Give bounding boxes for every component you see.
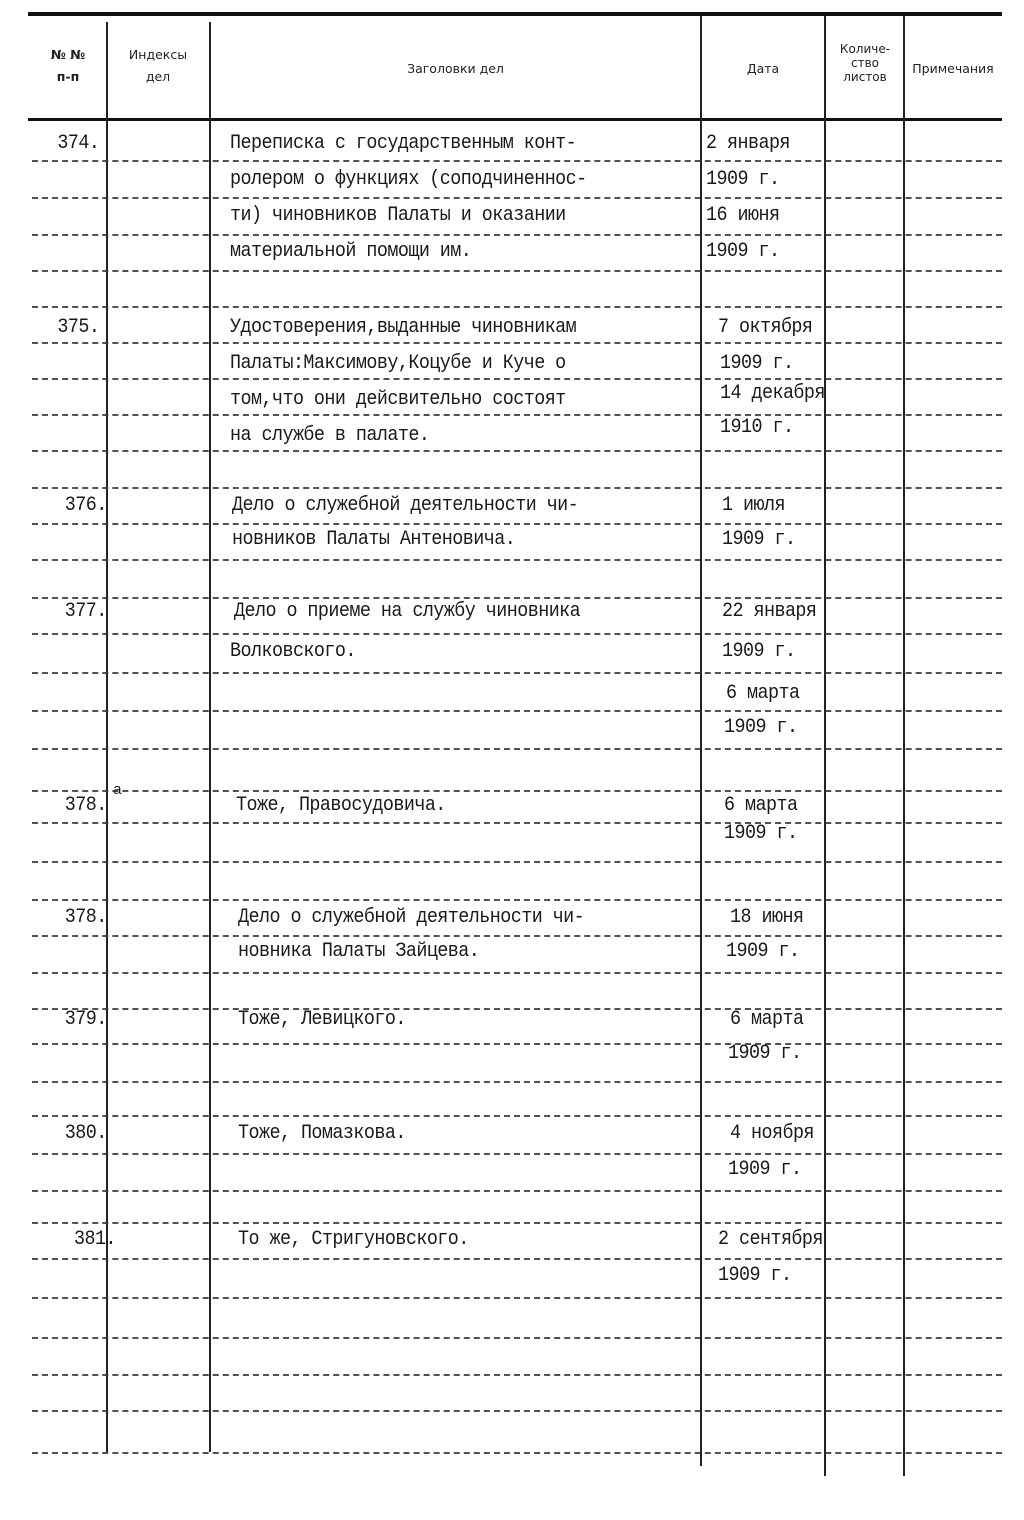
entry-date-line: 1909 г. <box>722 528 796 551</box>
rule <box>32 790 1002 792</box>
header-index <box>108 44 208 88</box>
col-divider-2 <box>209 22 211 1452</box>
entry-number: 376. <box>64 494 107 517</box>
entry-title-line: Дело о служебной деятельности чи- <box>232 494 579 517</box>
rule <box>32 972 1002 974</box>
entry-number: 380. <box>64 1122 107 1145</box>
entry-date-line: 14 декабря <box>720 382 825 405</box>
entry-title-line: Дело о приеме на службу чиновника <box>234 600 581 623</box>
rule <box>32 1258 1002 1260</box>
entry-date-line: 1909 г. <box>720 352 794 375</box>
entry-date-line: 22 января <box>722 600 817 623</box>
entry-number: 378. <box>64 906 107 929</box>
entry-date-line: 2 сентября <box>718 1228 823 1251</box>
header-sheets-line2: ство <box>850 56 879 70</box>
rule <box>32 1008 1002 1010</box>
entry-title-line: Тоже, Левицкого. <box>238 1008 406 1031</box>
entry-number: 377. <box>64 600 107 623</box>
entry-title-line: Дело о служебной деятельности чи- <box>238 906 585 929</box>
rule <box>32 1452 1002 1454</box>
header-index-line2: дел <box>145 69 171 84</box>
entry-suffix: а <box>113 782 123 799</box>
entry-date-line: 1909 г. <box>724 716 798 739</box>
rule <box>32 1115 1002 1117</box>
rule <box>32 1337 1002 1339</box>
entry-date-line: 1909 г. <box>706 240 780 263</box>
rule <box>32 861 1002 863</box>
rule <box>32 672 1002 674</box>
rule <box>32 1190 1002 1192</box>
entry-title-line: Удостоверения,выданные чиновникам <box>230 316 577 339</box>
entry-date-line: 1909 г. <box>706 168 780 191</box>
entry-title-line: Палаты:Максимову,Коцубе и Куче о <box>230 352 566 375</box>
entry-date-line: 2 января <box>706 132 790 155</box>
entry-date-line: 1909 г. <box>724 822 798 845</box>
header-top-rule <box>28 12 1002 16</box>
entry-title-line: материальной помощи им. <box>230 240 472 263</box>
entry-date-line: 6 марта <box>726 682 800 705</box>
rule <box>32 1222 1002 1224</box>
rule <box>32 710 1002 712</box>
entry-number: 375. <box>57 316 100 339</box>
rule <box>32 234 1002 236</box>
header-notes: Примечания <box>912 61 994 76</box>
rule <box>32 748 1002 750</box>
entry-date-line: 1909 г. <box>726 940 800 963</box>
rule <box>32 1043 1002 1045</box>
entry-date-line: 1909 г. <box>728 1042 802 1065</box>
rule <box>32 1081 1002 1083</box>
header-sheets <box>826 42 904 84</box>
entry-title-line: на службе в палате. <box>230 424 430 447</box>
entry-title-line: Переписка с государственным конт- <box>230 132 577 155</box>
rule <box>32 1297 1002 1299</box>
entry-date-line: 18 июня <box>730 906 804 929</box>
entry-title-line: Тоже, Помазкова. <box>238 1122 406 1145</box>
rule <box>32 1153 1002 1155</box>
rule <box>32 559 1002 561</box>
entry-number: 379. <box>64 1008 107 1031</box>
header-number-line1: № № <box>50 47 86 62</box>
entry-date-line: 7 октября <box>718 316 813 339</box>
entry-date-line: 6 марта <box>724 794 798 817</box>
rule <box>32 270 1002 272</box>
entry-title-line: ти) чиновников Палаты и оказании <box>230 204 566 227</box>
entry-date-line: 1 июля <box>722 494 785 517</box>
entry-date-line: 6 марта <box>730 1008 804 1031</box>
rule <box>32 822 1002 824</box>
entry-title-line: том,что они дейсвительно состоят <box>230 388 566 411</box>
header-date: Дата <box>746 61 780 76</box>
rule <box>32 1410 1002 1412</box>
entry-number: 378. <box>64 794 107 817</box>
header-number-line2: п-п <box>56 69 80 84</box>
header-bottom-rule <box>28 118 1002 121</box>
entry-title-line: Волковского. <box>230 640 356 663</box>
header-sheets-line3: листов <box>843 70 887 84</box>
entry-date-line: 16 июня <box>706 204 780 227</box>
rule <box>32 450 1002 452</box>
entry-date-line: 1909 г. <box>718 1264 792 1287</box>
entry-number: 374. <box>57 132 100 155</box>
entry-title-line: новника Палаты Зайцева. <box>238 940 480 963</box>
rule <box>32 633 1002 635</box>
header-index-line1: Индексы <box>128 47 188 62</box>
entry-title-line: ролером о функциях (соподчиненнос- <box>230 168 587 191</box>
rule <box>32 306 1002 308</box>
entry-title-line: новников Палаты Антеновича. <box>232 528 516 551</box>
entry-title-line: Тоже, Правосудовича. <box>236 794 446 817</box>
entry-date-line: 1909 г. <box>722 640 796 663</box>
entry-date-line: 1910 г. <box>720 416 794 439</box>
rule <box>32 1374 1002 1376</box>
header-sheets-line1: Количе- <box>839 42 891 56</box>
header-title: Заголовки дел <box>407 61 504 76</box>
header-number <box>30 44 106 88</box>
entry-date-line: 4 ноября <box>730 1122 814 1145</box>
entry-date-line: 1909 г. <box>728 1158 802 1181</box>
entry-title-line: То же, Стригуновского. <box>238 1228 469 1251</box>
entry-number: 381. <box>73 1228 116 1251</box>
